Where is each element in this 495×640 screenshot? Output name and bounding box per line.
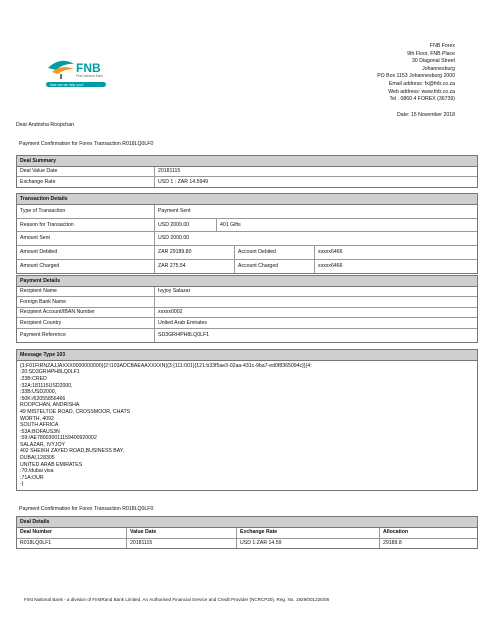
table-row [17, 219, 477, 233]
field-value: Payment Sent [158, 207, 191, 214]
swift-message-body [17, 361, 477, 490]
message-line: ROOPCHAN, ANDRISHA [20, 402, 80, 409]
message-line: 49 MISTELTOE ROAD, CROSSMOOR, CHATS [20, 408, 131, 415]
table-cell: R018LQ0LF1 [17, 539, 127, 549]
fnb-logo [40, 52, 120, 92]
message-line: UNITED ARAB EMIRATES [20, 461, 83, 468]
column-header: Allocation [383, 529, 409, 536]
message-line: -} [20, 481, 24, 488]
table-cell: 20181115 [127, 539, 237, 549]
address-line-tel: Tel : 0860 4 FOREX (36739) [389, 96, 455, 103]
table-cell: USD 1:ZAR 14.59 [237, 539, 380, 549]
column-header: Exchange Rate [237, 528, 380, 538]
column-header: Deal Number [17, 528, 127, 538]
field-label: Recipient Account/IBAN Number [17, 308, 155, 318]
field-label: Account Debited [235, 246, 315, 259]
message-line: :59:/AE780030011159400920002 [20, 435, 97, 442]
section-heading: Deal Summary [17, 156, 477, 167]
address-line: FNB Forex [429, 43, 455, 49]
section-heading: Deal Details [17, 517, 477, 528]
field-value: USD 2000.00 [158, 235, 190, 242]
field-label: Recipient Country [17, 318, 155, 328]
message-line: :23B:CRED [20, 375, 47, 382]
message-type-103-box [16, 349, 478, 491]
field-label: Account Charged [235, 260, 315, 273]
sender-address [377, 43, 455, 104]
logo-name: FNB [76, 61, 101, 75]
table-row [17, 246, 477, 260]
field-value: 401 Gifts [220, 221, 241, 228]
section-heading: Transaction Details [17, 194, 477, 205]
message-line: :32A:181115USD2000, [20, 382, 73, 389]
field-value: United Arab Emirates [158, 319, 208, 326]
field-label: Amount Charged [17, 260, 155, 273]
address-line: 9th Floor, FNB Place [407, 50, 455, 57]
table-row [17, 232, 477, 246]
message-line: :70:/dubai visa [20, 468, 54, 475]
field-value: SD3GRI4PH8LQ0LF1 [158, 331, 210, 338]
table-row [17, 318, 477, 329]
fnb-tree-logo-icon [40, 52, 120, 92]
confirmation-heading-repeat: Payment Confirmation for Forex Transaction R018LQ0LF0 [19, 506, 154, 512]
address-line: Johannesburg [422, 65, 455, 72]
message-line: :33B:USD2000, [20, 389, 57, 396]
message-line: WORTH, 4092 [20, 415, 54, 422]
table-row [17, 329, 477, 342]
message-line: :71A:OUR [20, 474, 44, 481]
table-row [17, 308, 477, 319]
message-line: SALAZAR, IVYJOY [20, 441, 65, 448]
greeting: Dear Andrisha Roopchan [16, 122, 74, 128]
address-line: 30 Diagonal Street [412, 58, 455, 65]
field-label: Reason for Transaction [17, 219, 155, 232]
table-row [17, 205, 477, 219]
legal-footer: First National Bank - a division of FirstRand Bank Limited. An Authorised Financial Service and Credit Provider (NCRCP20). Reg. No. 1929/001225/06 [24, 597, 330, 602]
deal-details-table [16, 516, 478, 549]
address-line-email: Email address: fx@fnb.co.za [388, 80, 455, 87]
message-line: SOUTH AFRICA [20, 422, 59, 429]
field-label: Recipient Name [17, 287, 155, 297]
field-label: Payment Reference [17, 329, 155, 342]
table-row [17, 177, 477, 187]
field-label: Foreign Bank Name [17, 297, 155, 307]
field-value: 20181115 [158, 168, 181, 175]
transaction-details-table [16, 193, 478, 274]
field-value: Ivyjoy Salazar [158, 288, 191, 295]
payment-details-table [16, 275, 478, 343]
confirmation-heading: Payment Confirmation for Forex Transaction R018LQ0LF0 [19, 141, 154, 147]
message-line: {1:F01FIRNZAJJAXXX0000000000}{2:I103ADCBAEAAXXXXN}{3:{111:001}{121:b33f5ae3-02aa-431c-9ba7-ed0f8365094c}}{4: [20, 362, 312, 369]
message-line: DUBAI,128305 [20, 455, 55, 462]
field-value: xxxxx0002 [158, 309, 183, 316]
table-row [17, 287, 477, 298]
table-row [17, 297, 477, 308]
table-row [17, 539, 477, 549]
deal-summary-table [16, 155, 478, 188]
message-line: :50K:/62055856466 [20, 395, 66, 402]
logo-subtitle: First National Bank [76, 74, 103, 78]
field-label: Deal Value Date [17, 167, 155, 177]
table-row [17, 260, 477, 273]
field-label: Amount Debited [17, 246, 155, 259]
address-line: PO Box 1153 Johannesburg 2000 [377, 73, 455, 80]
column-header: Value Date [127, 528, 237, 538]
field-value [155, 297, 477, 307]
field-value: USD 1 : ZAR 14.5949 [158, 178, 209, 185]
field-label: Type of Transaction [17, 205, 155, 218]
message-line: 402 SHEIKH ZAYED ROAD,BUSINESS BAY, [20, 448, 125, 455]
section-heading: Message Type 103 [17, 350, 477, 361]
section-heading: Payment Details [17, 276, 477, 287]
message-line: :20:SD3GRI4PH8LQ0LF1 [20, 369, 80, 376]
table-cell: 29189.8 [383, 540, 402, 546]
field-label: Amount Sent [17, 232, 155, 245]
table-row [17, 167, 477, 178]
field-value: USD 2000.00 [155, 219, 217, 232]
field-value: ZAR 275.54 [155, 260, 235, 273]
field-value: ZAR 29189.80 [155, 246, 235, 259]
field-value: xxxxx6466 [318, 249, 343, 255]
address-line-web: Web address: www.fnb.co.za [388, 88, 455, 95]
field-value: xxxxx6466 [318, 262, 343, 269]
table-header-row [17, 528, 477, 539]
logo-tagline: how can we help you? [50, 82, 84, 87]
field-label: Exchange Rate [17, 177, 155, 187]
letter-date: Date: 15 November 2018 [397, 112, 455, 118]
message-line: :53A:BOFAUS3N [20, 428, 60, 435]
